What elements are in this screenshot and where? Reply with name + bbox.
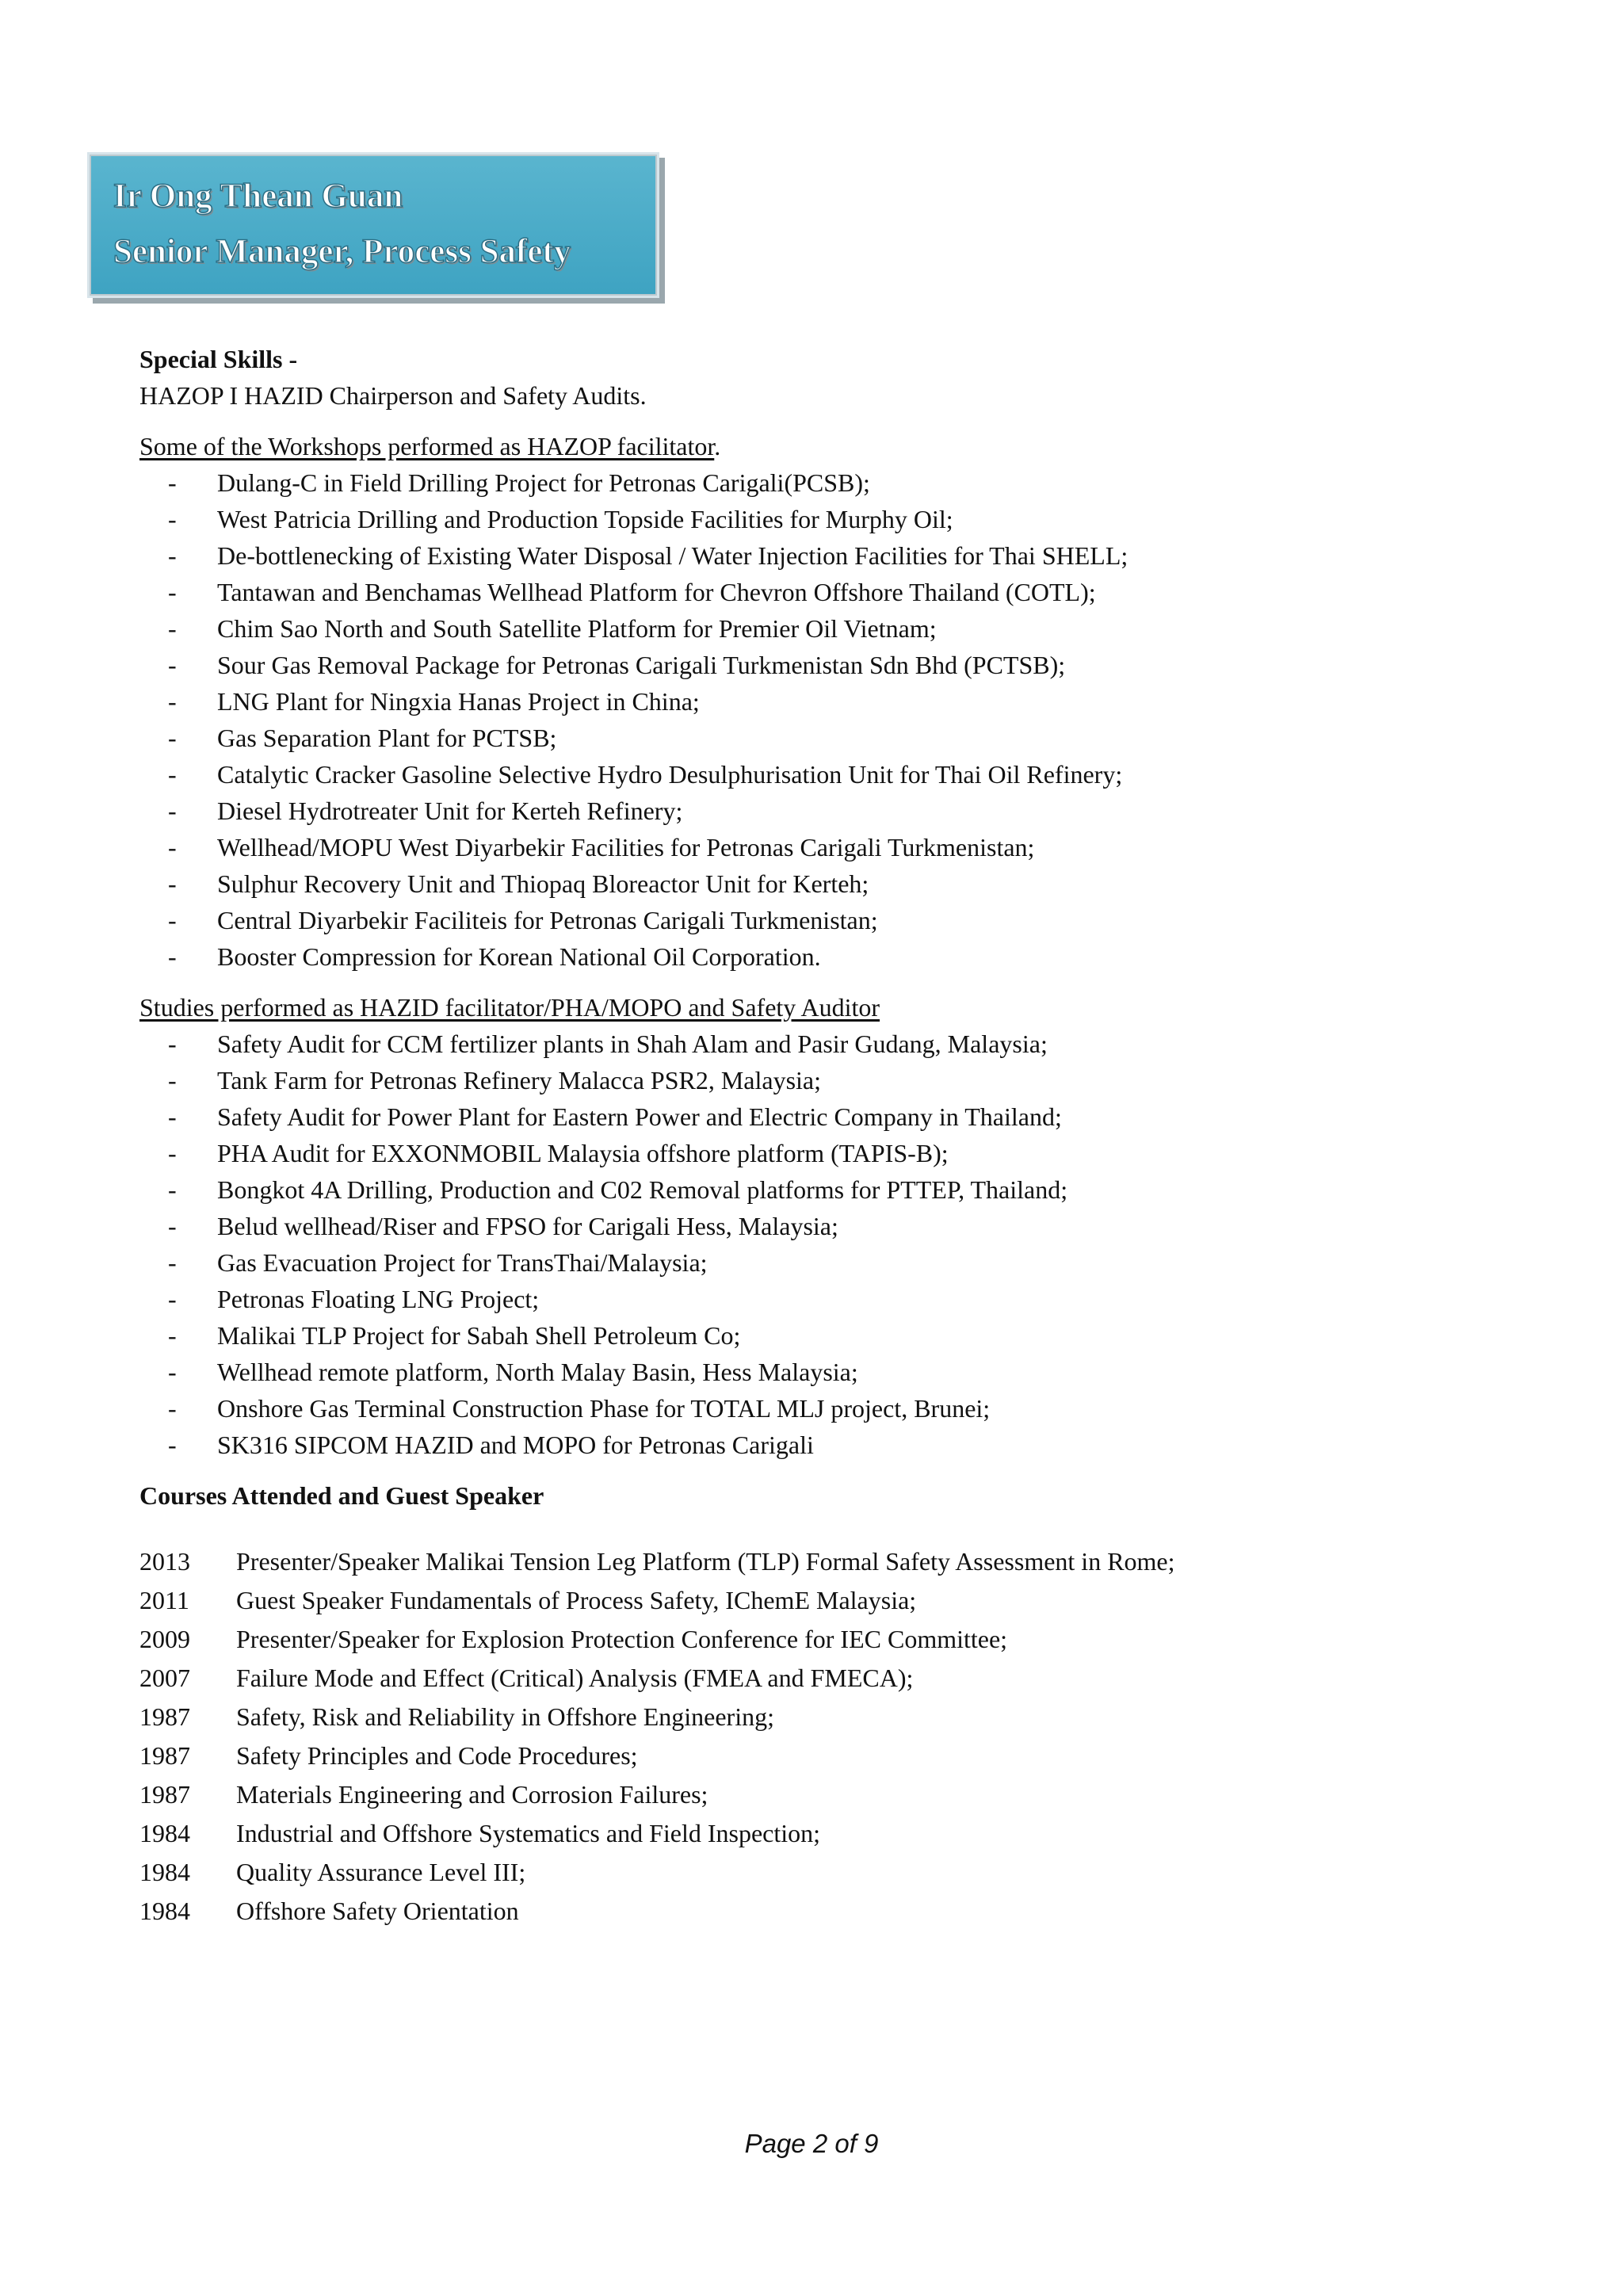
list-item-text: Catalytic Cracker Gasoline Selective Hydro Desulphurisation Unit for Thai Oil Refinery; (217, 760, 1123, 789)
list-item (139, 647, 1503, 683)
list-item (139, 756, 1503, 793)
bullet-dash: - (168, 1212, 177, 1240)
list-item-text: Central Diyarbekir Faciliteis for Petronas Carigali Turkmenistan; (217, 906, 878, 934)
course-description: Safety, Risk and Reliability in Offshore Engineering; (236, 1702, 774, 1731)
list-item-text: Bongkot 4A Drilling, Production and C02 Removal platforms for PTTEP, Thailand; (217, 1175, 1068, 1204)
list-item (139, 1244, 1503, 1281)
course-year: 1984 (139, 1897, 190, 1925)
bullet-dash: - (168, 578, 177, 606)
bullet-dash: - (168, 1358, 177, 1386)
course-year: 2011 (139, 1586, 189, 1614)
special-skills-heading: Special Skills - (139, 345, 298, 373)
list-item (139, 1281, 1503, 1317)
course-row (139, 1659, 1503, 1698)
course-year: 1984 (139, 1819, 190, 1847)
list-item (139, 1354, 1503, 1390)
list-item (139, 1062, 1503, 1098)
list-item (139, 1208, 1503, 1244)
course-year: 1987 (139, 1780, 190, 1809)
course-row (139, 1542, 1503, 1581)
bullet-dash: - (168, 614, 177, 643)
list-item-text: Dulang-C in Field Drilling Project for Petronas Carigali(PCSB); (217, 468, 870, 497)
courses-list (139, 1542, 1503, 1931)
bullet-dash: - (168, 1394, 177, 1423)
page-number: Page 2 of 9 (744, 2129, 879, 2158)
hazop-heading-suffix: . (714, 432, 721, 460)
hazid-section-heading: Studies performed as HAZID facilitator/PHA/MOPO and Safety Auditor (139, 993, 880, 1022)
hazop-section-heading (139, 428, 1503, 464)
list-item-text: Belud wellhead/Riser and FPSO for Carigali Hess, Malaysia; (217, 1212, 838, 1240)
course-description: Industrial and Offshore Systematics and Field Inspection; (236, 1819, 821, 1847)
bullet-dash: - (168, 505, 177, 533)
bullet-dash: - (168, 797, 177, 825)
list-item (139, 1098, 1503, 1135)
list-item (139, 829, 1503, 865)
name-title-banner (87, 152, 659, 298)
course-description: Offshore Safety Orientation (236, 1897, 519, 1925)
hazop-heading-text: Some of the Workshops performed as HAZOP facilitator (139, 432, 715, 460)
course-description: Guest Speaker Fundamentals of Process Safety, IChemE Malaysia; (236, 1586, 917, 1614)
course-year: 2013 (139, 1547, 190, 1576)
course-row (139, 1698, 1503, 1736)
person-name: Ir Ong Thean Guan (113, 178, 403, 215)
list-item (139, 683, 1503, 720)
course-description: Quality Assurance Level III; (236, 1858, 526, 1886)
list-item-text: Sulphur Recovery Unit and Thiopaq Bloreactor Unit for Kerteh; (217, 869, 869, 898)
list-item-text: Tantawan and Benchamas Wellhead Platform for Chevron Offshore Thailand (COTL); (217, 578, 1096, 606)
list-item (139, 537, 1503, 574)
course-year: 1987 (139, 1702, 190, 1731)
bullet-dash: - (168, 687, 177, 716)
special-skills-text: HAZOP I HAZID Chairperson and Safety Audits. (139, 381, 647, 410)
list-item-text: LNG Plant for Ningxia Hanas Project in China; (217, 687, 700, 716)
course-description: Presenter/Speaker Malikai Tension Leg Platform (TLP) Formal Safety Assessment in Rome; (236, 1547, 1175, 1576)
course-description: Materials Engineering and Corrosion Failures; (236, 1780, 708, 1809)
bullet-dash: - (168, 1102, 177, 1131)
course-row (139, 1853, 1503, 1892)
list-item-text: Sour Gas Removal Package for Petronas Carigali Turkmenistan Sdn Bhd (PCTSB); (217, 651, 1066, 679)
course-row (139, 1736, 1503, 1775)
page-content (139, 341, 1503, 1931)
list-item (139, 902, 1503, 938)
list-item-text: Gas Separation Plant for PCTSB; (217, 724, 557, 752)
list-item (139, 865, 1503, 902)
list-item (139, 720, 1503, 756)
list-item-text: Malikai TLP Project for Sabah Shell Petroleum Co; (217, 1321, 741, 1350)
list-item-text: PHA Audit for EXXONMOBIL Malaysia offshore platform (TAPIS-B); (217, 1139, 949, 1167)
list-item-text: Diesel Hydrotreater Unit for Kerteh Refinery; (217, 797, 683, 825)
list-item-text: Safety Audit for Power Plant for Eastern Power and Electric Company in Thailand; (217, 1102, 1062, 1131)
list-item-text: Wellhead remote platform, North Malay Basin, Hess Malaysia; (217, 1358, 858, 1386)
course-year: 2009 (139, 1625, 190, 1653)
list-item-text: Wellhead/MOPU West Diyarbekir Facilities for Petronas Carigali Turkmenistan; (217, 833, 1035, 861)
course-year: 1984 (139, 1858, 190, 1886)
list-item (139, 1135, 1503, 1171)
list-item (139, 1026, 1503, 1062)
course-row (139, 1892, 1503, 1931)
list-item (139, 464, 1503, 501)
list-item (139, 574, 1503, 610)
list-item-text: De-bottlenecking of Existing Water Disposal / Water Injection Facilities for Thai SHELL; (217, 541, 1128, 570)
list-item-text: Petronas Floating LNG Project; (217, 1285, 540, 1313)
list-item-text: SK316 SIPCOM HAZID and MOPO for Petronas Carigali (217, 1431, 814, 1459)
list-item-text: Gas Evacuation Project for TransThai/Malaysia; (217, 1248, 708, 1277)
list-item (139, 1317, 1503, 1354)
bullet-dash: - (168, 724, 177, 752)
list-item-text: Onshore Gas Terminal Construction Phase for TOTAL MLJ project, Brunei; (217, 1394, 991, 1423)
course-row (139, 1775, 1503, 1814)
list-item-text: Tank Farm for Petronas Refinery Malacca PSR2, Malaysia; (217, 1066, 822, 1095)
course-row (139, 1620, 1503, 1659)
list-item (139, 793, 1503, 829)
bullet-dash: - (168, 906, 177, 934)
list-item (139, 938, 1503, 975)
course-row (139, 1581, 1503, 1620)
bullet-dash: - (168, 651, 177, 679)
list-item (139, 1171, 1503, 1208)
list-item-text: West Patricia Drilling and Production Topside Facilities for Murphy Oil; (217, 505, 953, 533)
list-item-text: Safety Audit for CCM fertilizer plants in Shah Alam and Pasir Gudang, Malaysia; (217, 1030, 1048, 1058)
list-item-text: Chim Sao North and South Satellite Platform for Premier Oil Vietnam; (217, 614, 937, 643)
course-description: Presenter/Speaker for Explosion Protection Conference for IEC Committee; (236, 1625, 1008, 1653)
bullet-dash: - (168, 942, 177, 971)
bullet-dash: - (168, 1030, 177, 1058)
bullet-dash: - (168, 1175, 177, 1204)
list-item-text: Booster Compression for Korean National Oil Corporation. (217, 942, 821, 971)
list-item (139, 610, 1503, 647)
course-description: Failure Mode and Effect (Critical) Analysis (FMEA and FMECA); (236, 1664, 914, 1692)
job-title: Senior Manager, Process Safety (113, 233, 571, 270)
hazid-study-list (139, 1026, 1503, 1463)
bullet-dash: - (168, 1066, 177, 1095)
list-item (139, 1427, 1503, 1463)
bullet-dash: - (168, 468, 177, 497)
bullet-dash: - (168, 833, 177, 861)
list-item (139, 1390, 1503, 1427)
bullet-dash: - (168, 1431, 177, 1459)
hazop-workshop-list (139, 464, 1503, 975)
list-item (139, 501, 1503, 537)
bullet-dash: - (168, 1139, 177, 1167)
bullet-dash: - (168, 1285, 177, 1313)
bullet-dash: - (168, 541, 177, 570)
bullet-dash: - (168, 1248, 177, 1277)
course-description: Safety Principles and Code Procedures; (236, 1741, 638, 1770)
course-year: 2007 (139, 1664, 190, 1692)
bullet-dash: - (168, 760, 177, 789)
course-year: 1987 (139, 1741, 190, 1770)
courses-section-heading: Courses Attended and Guest Speaker (139, 1481, 544, 1510)
bullet-dash: - (168, 869, 177, 898)
course-row (139, 1814, 1503, 1853)
bullet-dash: - (168, 1321, 177, 1350)
